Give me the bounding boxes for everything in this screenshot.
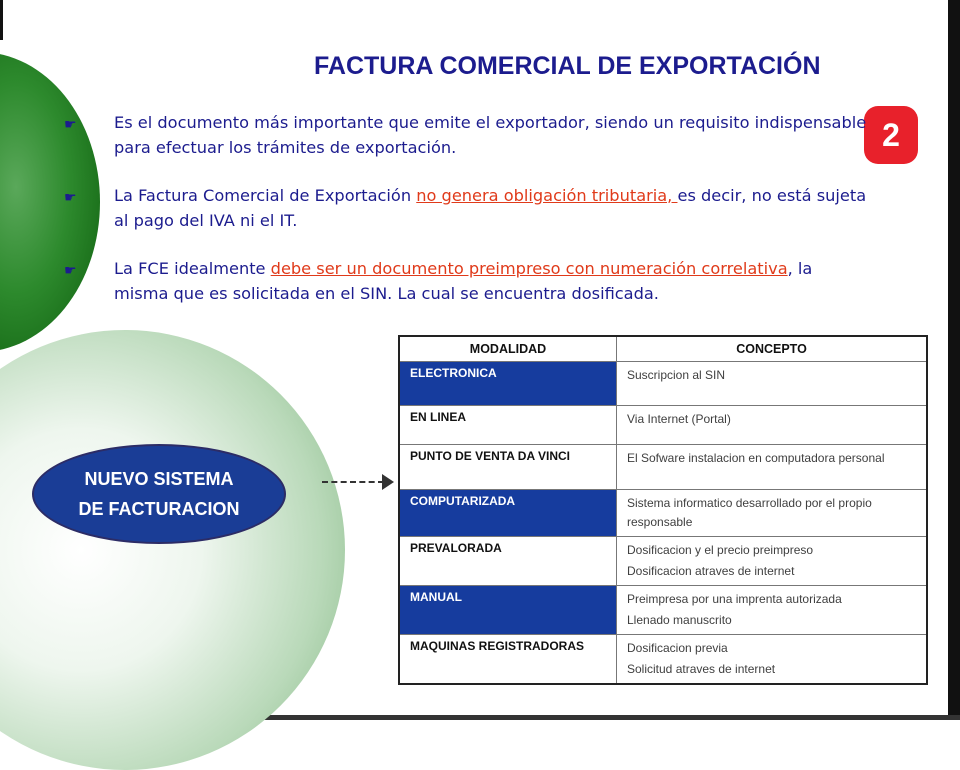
table-header-row: [399, 336, 927, 362]
right-frame-edge: [948, 0, 960, 720]
oval-line-1: NUEVO SISTEMA: [84, 469, 234, 489]
dashed-connector: [322, 481, 384, 483]
slide-title: FACTURA COMERCIAL DE EXPORTACIÓN: [314, 52, 821, 80]
bullet-item-3: [60, 256, 870, 306]
modalidad-cell: ELECTRONICA: [399, 362, 617, 406]
concepto-cell: [617, 406, 928, 445]
table-row: [399, 586, 927, 635]
oval-line-2: DE FACTURACION: [78, 499, 240, 519]
concepto-line: Sistema informatico desarrollado por el propio responsable: [627, 496, 872, 529]
bullet-text: La FCE idealmente: [114, 259, 271, 278]
pointing-hand-icon: ☛: [64, 263, 77, 279]
concepto-line: El Sofware instalacion en computadora personal: [627, 451, 885, 465]
table-row: [399, 490, 927, 537]
table-row: [399, 537, 927, 586]
modalidad-cell: PREVALORADA: [399, 537, 617, 586]
green-decoration-circle: [0, 330, 345, 770]
concepto-cell: [617, 586, 928, 635]
concepto-cell: [617, 490, 928, 537]
modalidad-cell: MAQUINAS REGISTRADORAS: [399, 635, 617, 685]
pointing-hand-icon: ☛: [64, 190, 77, 206]
concepto-line: Preimpresa por una imprenta autorizada: [627, 592, 842, 606]
header-concepto: CONCEPTO: [617, 336, 928, 362]
bullet-highlight: debe ser un documento preimpreso con numeración correlativa: [270, 259, 788, 278]
bullet-highlight: no genera obligación tributaria,: [416, 186, 678, 205]
modalidad-cell: COMPUTARIZADA: [399, 490, 617, 537]
modalidad-cell: EN LINEA: [399, 406, 617, 445]
concepto-cell: [617, 445, 928, 490]
bullet-text: es decir, no está sujeta al pago del IVA ni el IT.: [114, 186, 867, 230]
bullet-text: , la misma que es solicitada en el SIN. La cual se encuentra dosificada.: [114, 259, 813, 303]
concepto-line: Via Internet (Portal): [627, 412, 731, 426]
concepto-cell: [617, 537, 928, 586]
table-row: [399, 362, 927, 406]
table-row: [399, 406, 927, 445]
concepto-line: Suscripcion al SIN: [627, 368, 726, 382]
bullet-text: La Factura Comercial de Exportación: [114, 186, 417, 205]
modalidad-table: [398, 335, 928, 685]
bullet-item-1: [60, 110, 870, 160]
table-row: [399, 635, 927, 685]
concepto-cell: [617, 362, 928, 406]
table-row: [399, 445, 927, 490]
concepto-line: Dosificacion atraves de internet: [627, 564, 795, 578]
slide-number-badge: 2: [864, 106, 918, 164]
modalidad-cell: PUNTO DE VENTA DA VINCI: [399, 445, 617, 490]
modalidad-cell: MANUAL: [399, 586, 617, 635]
concepto-cell: [617, 635, 928, 685]
concepto-line: Dosificacion y el precio preimpreso: [627, 543, 814, 557]
bullet-text: Es el documento más importante que emite el exportador, siendo un requisito indispensable para efectuar los trámites de exportación.: [114, 113, 867, 157]
bullet-list: [60, 110, 870, 329]
bullet-item-2: [60, 183, 870, 233]
left-frame-edge: [0, 0, 3, 40]
concepto-line: Dosificacion previa: [627, 641, 728, 655]
concepto-line: Solicitud atraves de internet: [627, 662, 776, 676]
pointing-hand-icon: ☛: [64, 117, 77, 133]
arrow-right-icon: [382, 474, 394, 490]
header-modalidad: MODALIDAD: [399, 336, 617, 362]
nuevo-sistema-oval: [32, 444, 286, 544]
concepto-line: Llenado manuscrito: [627, 613, 732, 627]
